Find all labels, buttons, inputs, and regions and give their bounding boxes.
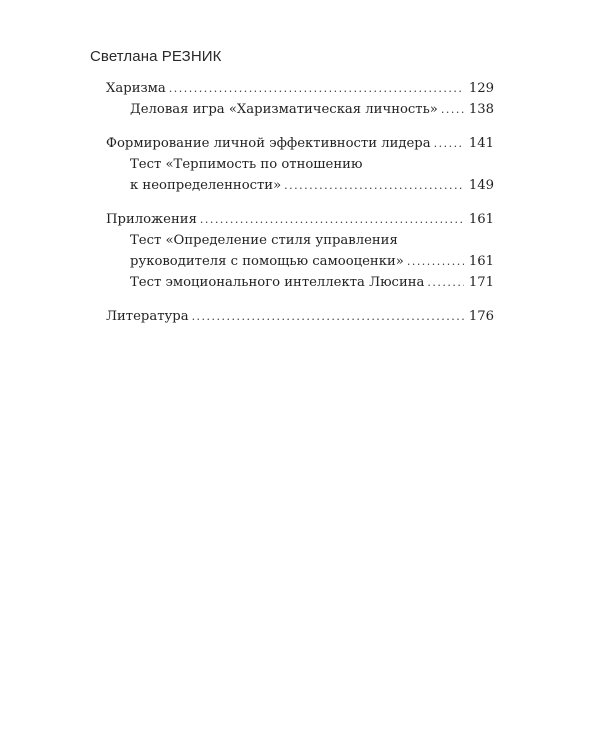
- toc-entry-page: 176: [468, 309, 494, 324]
- toc-entry: [106, 272, 494, 293]
- toc-entry: [106, 209, 494, 230]
- toc-group: [106, 78, 494, 120]
- dot-leader: [407, 251, 464, 272]
- dot-leader: [169, 78, 464, 99]
- dot-leader: [434, 133, 464, 154]
- toc-entry-page: 129: [468, 81, 494, 96]
- toc-entry-title: Тест эмоционального интеллекта Люсина: [130, 275, 425, 290]
- toc-entry-title: Формирование личной эффективности лидера: [106, 136, 431, 151]
- running-head-author: Светлана РЕЗНИК: [90, 48, 222, 65]
- table-of-contents: [106, 78, 494, 340]
- dot-leader: [427, 272, 464, 293]
- toc-entry-title: Деловая игра «Харизматическая личность»: [130, 102, 438, 117]
- toc-entry-page: 138: [468, 102, 494, 117]
- dot-leader: [441, 99, 464, 120]
- toc-entry-page: 161: [468, 254, 494, 269]
- toc-entry-title: Тест «Определение стиля управления: [130, 233, 398, 248]
- toc-entry-title: Тест «Терпимость по отношению: [130, 157, 363, 172]
- dot-leader: [284, 175, 464, 196]
- toc-entry-page: 171: [468, 275, 494, 290]
- toc-entry-first-line: [106, 154, 494, 175]
- toc-entry-title-continuation: к неопределенности»: [130, 178, 282, 193]
- toc-entry-title: Харизма: [106, 81, 166, 96]
- toc-entry-title: Приложения: [106, 212, 197, 227]
- toc-entry: [106, 78, 494, 99]
- toc-entry-title: Литература: [106, 309, 189, 324]
- toc-entry: [106, 99, 494, 120]
- toc-group: [106, 133, 494, 196]
- toc-entry: [106, 251, 494, 272]
- toc-entry: [106, 175, 494, 196]
- toc-entry-title-continuation: руководителя с помощью самооценки»: [130, 254, 404, 269]
- toc-entry-first-line: [106, 230, 494, 251]
- toc-group: [106, 209, 494, 293]
- dot-leader: [200, 209, 464, 230]
- toc-entry: [106, 306, 494, 327]
- toc-entry-page: 161: [468, 212, 494, 227]
- toc-entry-page: 141: [468, 136, 494, 151]
- toc-entry-page: 149: [468, 178, 494, 193]
- dot-leader: [192, 306, 464, 327]
- toc-entry: [106, 133, 494, 154]
- toc-group: [106, 306, 494, 327]
